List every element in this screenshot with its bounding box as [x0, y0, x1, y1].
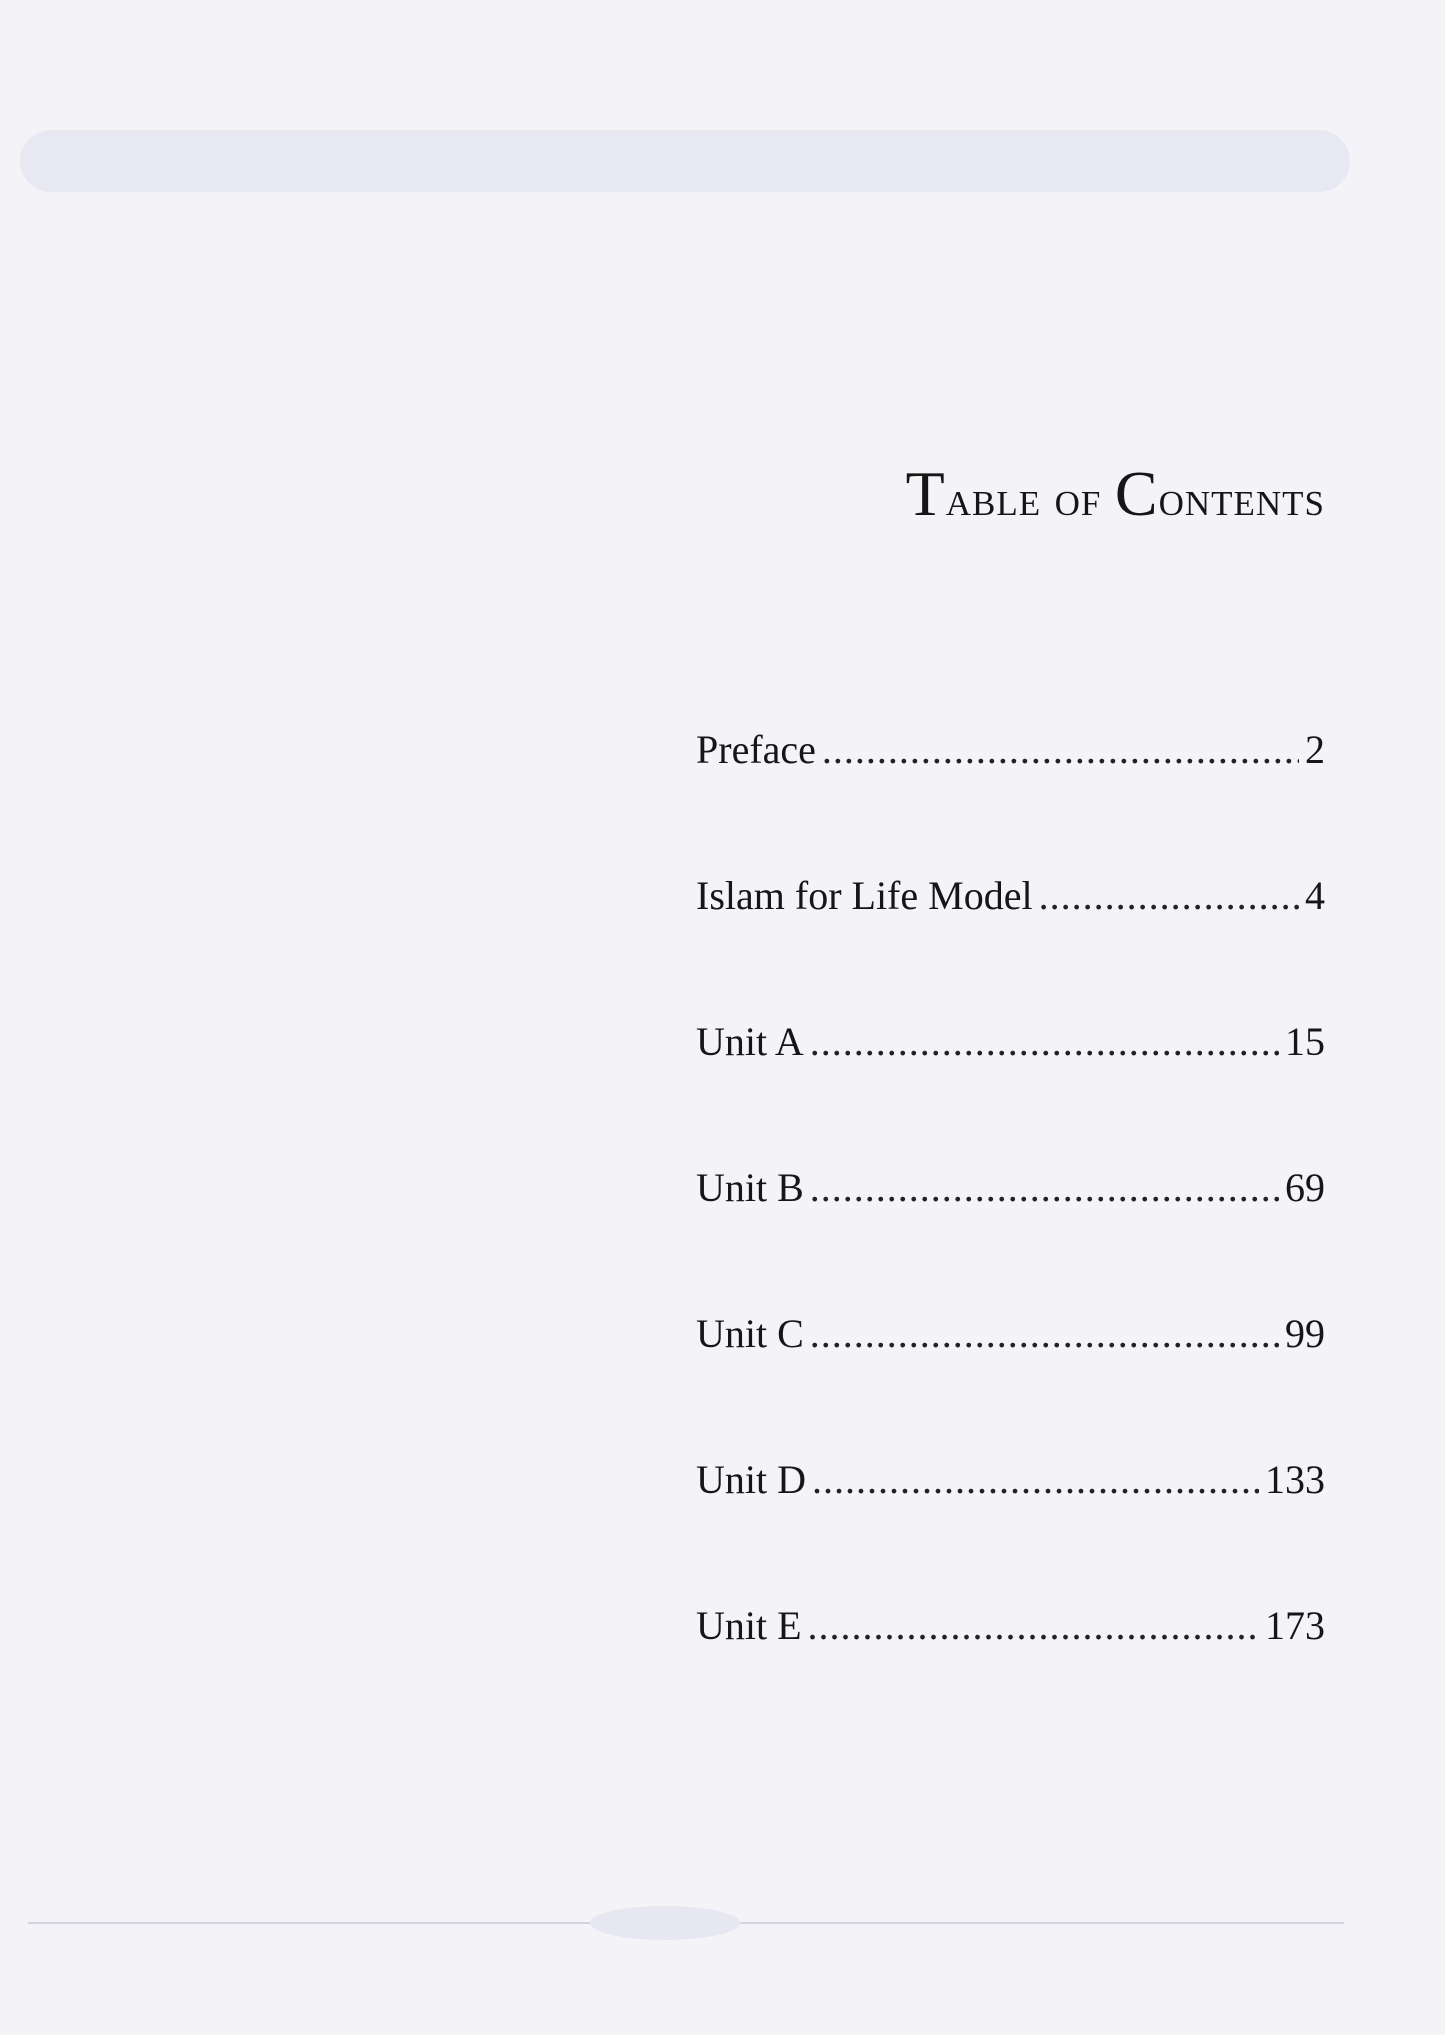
footer-ornament [590, 1906, 740, 1940]
dot-leader [810, 1314, 1279, 1354]
toc-entry-page: 99 [1285, 1311, 1325, 1356]
toc-entry-unit-a[interactable] [696, 1019, 1325, 1168]
title-initial: T [905, 458, 946, 529]
toc-entry-page: 173 [1265, 1603, 1325, 1648]
toc-entry-page: 2 [1305, 727, 1325, 772]
toc-entry-label: Unit C [696, 1311, 804, 1356]
title-part: ontents [1158, 470, 1325, 526]
dot-leader [810, 1022, 1279, 1062]
toc-entry-unit-b[interactable] [696, 1165, 1325, 1314]
toc-entry-unit-c[interactable] [696, 1311, 1325, 1460]
dot-leader [822, 730, 1299, 770]
toc-entry-preface[interactable] [696, 727, 1325, 876]
toc-entry-label: Preface [696, 727, 816, 772]
toc-entry-label: Unit B [696, 1165, 804, 1210]
toc-entry-page: 69 [1285, 1165, 1325, 1210]
toc-entry-page: 4 [1305, 873, 1325, 918]
toc-entry-page: 15 [1285, 1019, 1325, 1064]
toc-entry-unit-d[interactable] [696, 1457, 1325, 1606]
title-initial: C [1114, 458, 1159, 529]
toc-entry-page: 133 [1265, 1457, 1325, 1502]
title-part: able of [945, 470, 1115, 526]
toc-entry-label: Unit D [696, 1457, 806, 1502]
dot-leader [1039, 876, 1299, 916]
toc-entry-unit-e[interactable] [696, 1603, 1325, 1752]
toc-entry-islam-for-life-model[interactable] [696, 873, 1325, 1022]
toc-list [696, 727, 1325, 1752]
dot-leader [808, 1606, 1259, 1646]
page-title [905, 458, 1325, 529]
toc-entry-label: Islam for Life Model [696, 873, 1033, 918]
header-banner [20, 130, 1350, 192]
dot-leader [810, 1168, 1279, 1208]
dot-leader [812, 1460, 1259, 1500]
toc-entry-label: Unit A [696, 1019, 804, 1064]
toc-entry-label: Unit E [696, 1603, 802, 1648]
